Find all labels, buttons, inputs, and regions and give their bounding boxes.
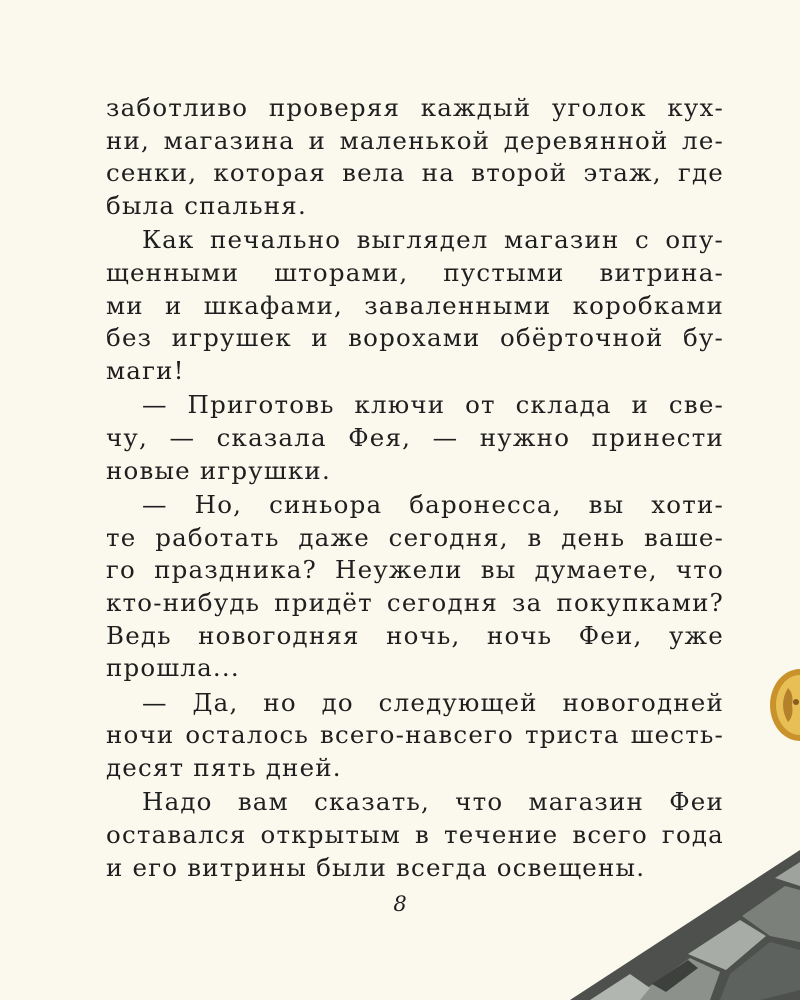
text-line: чу, — сказала Фея, — нужно принести (106, 422, 724, 452)
text-line: — Приготовь ключи от склада и све- (142, 390, 724, 420)
text-line: — Но, синьора баронесса, вы хоти- (142, 490, 724, 520)
text-line: и его витрины были всегда освещены. (106, 852, 646, 882)
paragraph (106, 389, 724, 487)
text-line: — Да, но до следующей новогодней (142, 687, 724, 717)
paragraph (106, 224, 724, 387)
text-line: щенными шторами, пустыми витрина- (106, 257, 724, 287)
text-line: ми и шкафами, заваленными коробками (106, 290, 724, 320)
text-line: без игрушек и ворохами обёрточной бу- (106, 323, 724, 353)
paragraph (106, 92, 724, 222)
cobblestone-illustration (570, 850, 800, 1000)
text-line: Как печально выглядел магазин с опу- (142, 225, 724, 255)
text-line: ночи осталось всего-навсего триста шесть- (106, 720, 724, 750)
text-line: новые игрушки. (106, 455, 331, 485)
text-line: го праздника? Неужели вы думаете, что (106, 555, 724, 585)
text-line: прошла... (106, 653, 240, 683)
text-line: те работать даже сегодня, в день ваше- (106, 522, 724, 552)
text-line: ни, магазина и маленькой деревянной ле- (106, 125, 724, 155)
page-number: 8 (393, 892, 407, 916)
gold-coin-illustration (766, 666, 800, 744)
text-line: маги! (106, 355, 185, 385)
paragraph (106, 687, 724, 785)
body-text (106, 92, 724, 886)
text-line: была спальня. (106, 190, 307, 220)
text-line: оставался открытым в течение всего года (106, 820, 724, 850)
text-line: кто-нибудь придёт сегодня за покупками? (106, 587, 724, 617)
text-line: Надо вам сказать, что магазин Феи (142, 787, 724, 817)
text-line: заботливо проверяя каждый уголок кух- (106, 93, 724, 122)
text-line: сенки, которая вела на второй этаж, где (106, 158, 724, 188)
paragraph (106, 489, 724, 685)
text-line: десят пять дней. (106, 752, 342, 782)
text-line: Ведь новогодняя ночь, ночь Феи, уже (106, 620, 724, 650)
